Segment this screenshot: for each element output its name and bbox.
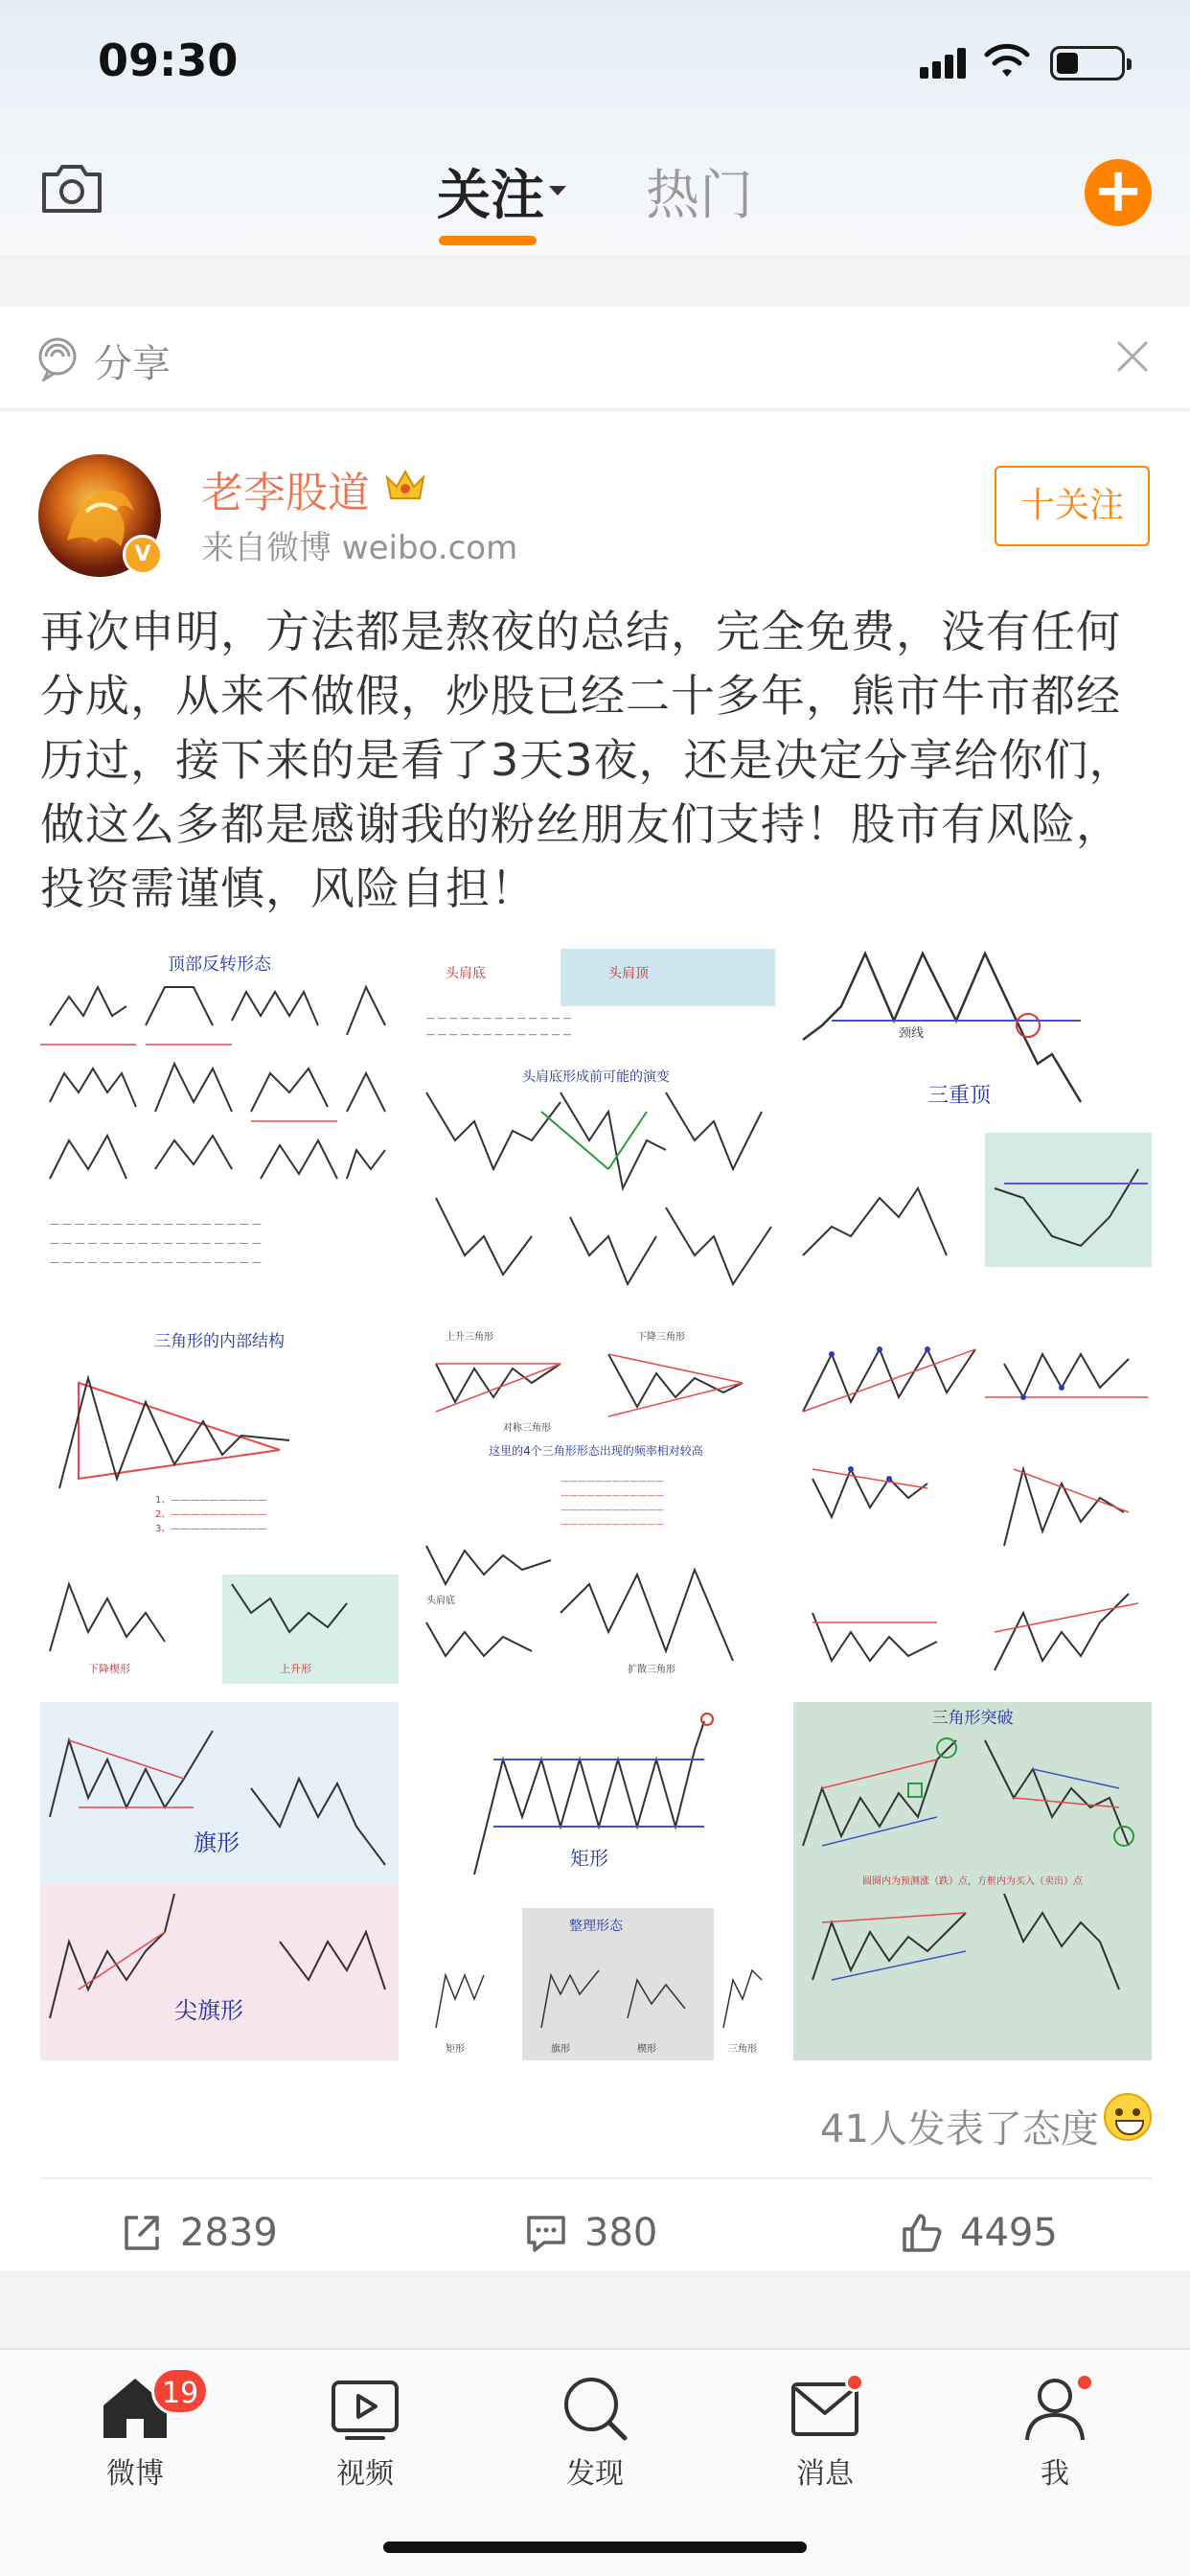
reactions-summary[interactable]: 41人发表了态度	[820, 2107, 1099, 2151]
tab-label: 发现	[566, 2457, 624, 2491]
image-label: 三角形	[728, 2044, 757, 2055]
image-label: 尖旗形	[174, 1997, 243, 2024]
share-bar	[0, 307, 1190, 410]
svg-text:— — — — — — — — — — — — — — —: — — — — — — — — — — — — — — — — —	[50, 1238, 262, 1249]
image-label: 下降三角形	[637, 1332, 685, 1343]
divider	[40, 2177, 1152, 2179]
image-title: 矩形	[570, 1847, 608, 1870]
wifi-icon	[983, 42, 1031, 80]
repost-icon	[119, 2210, 165, 2256]
tab-label: 视频	[336, 2457, 394, 2491]
unread-dot	[845, 2373, 864, 2392]
image-label: 头肩底	[426, 1596, 455, 1606]
svg-text:————————————: ————————————	[561, 1520, 664, 1530]
image-thumbnail[interactable]	[793, 949, 1152, 1307]
verified-badge-icon: V	[123, 535, 163, 575]
image-thumbnail[interactable]	[40, 1702, 399, 2060]
svg-text:————————————: ————————————	[561, 1506, 664, 1515]
battery-icon	[1050, 46, 1125, 80]
image-title: 三角形的内部结构	[154, 1332, 285, 1351]
svg-text:— — — — — — — — — — — — — — —: — — — — — — — — — — — — — — — — —	[50, 1219, 262, 1230]
comment-button[interactable]	[523, 2204, 657, 2262]
image-label: 头肩底	[446, 966, 486, 981]
smile-emoji-icon[interactable]	[1104, 2093, 1152, 2141]
tab-weibo-home[interactable]	[63, 2371, 207, 2492]
comment-count: 380	[584, 2211, 658, 2255]
svg-text:1、——————————: 1、——————————	[155, 1495, 267, 1506]
svg-text:— — — — — — — — — — — — —: — — — — — — — — — — — — —	[426, 1014, 572, 1024]
svg-text:3、——————————: 3、——————————	[155, 1524, 267, 1534]
unread-dot	[1075, 2373, 1094, 2392]
image-thumbnail[interactable]	[417, 1702, 775, 2060]
status-time: 09:30	[98, 34, 239, 86]
compose-plus-button[interactable]: +	[1085, 159, 1152, 226]
comment-icon	[523, 2210, 569, 2256]
post-text: 再次申明，方法都是熬夜的总结，完全免费，没有任何分成，从来不做假，炒股已经二十多年，熊市牛市都经历过，接下来的是看了3天3夜，还是决定分享给你们，做这么多都是感谢我的粉丝朋友们支持！股市有风险，投资需谨慎，风险自担！	[40, 606, 1134, 914]
repost-button[interactable]	[119, 2204, 278, 2262]
image-thumbnail[interactable]	[793, 1325, 1152, 1684]
top-header	[0, 0, 1190, 255]
image-label: 上升形	[280, 1663, 311, 1675]
tab-discover[interactable]	[523, 2371, 667, 2492]
image-label: 整理形态	[569, 1919, 623, 1934]
tab-label: 我	[1041, 2457, 1069, 2491]
image-title: 头肩底形成前可能的演变	[522, 1070, 670, 1085]
image-label: 圆圈内为预测涨（跌）点，方框内为买入（卖出）点	[862, 1876, 1083, 1887]
tab-follow[interactable]: 关注	[437, 165, 544, 227]
image-title: 三角形突破	[931, 1709, 1014, 1728]
post-card	[0, 412, 1190, 2271]
image-title: 三重顶	[927, 1084, 992, 1108]
author-name[interactable]: 老李股道	[201, 469, 370, 518]
image-label: 楔形	[637, 2044, 656, 2055]
video-icon	[328, 2371, 402, 2446]
tab-label: 消息	[796, 2457, 854, 2491]
image-label: 下降楔形	[88, 1663, 130, 1675]
camera-icon[interactable]	[38, 161, 105, 215]
svg-text:————————————: ————————————	[561, 1477, 664, 1486]
tab-hot[interactable]: 热门	[646, 165, 753, 227]
follow-button[interactable]: 十关注	[995, 466, 1150, 546]
image-title: 顶部反转形态	[168, 954, 271, 975]
image-thumbnail[interactable]	[40, 1325, 399, 1684]
close-icon[interactable]	[1113, 337, 1152, 376]
svg-text:2、——————————: 2、——————————	[155, 1509, 267, 1520]
share-icon	[34, 335, 80, 381]
tab-messages[interactable]	[753, 2371, 897, 2492]
tab-video[interactable]	[293, 2371, 437, 2492]
active-tab-indicator	[439, 236, 537, 245]
crown-icon	[383, 466, 427, 504]
image-thumbnail[interactable]	[417, 949, 775, 1307]
svg-text:— — — — — — — — — — — — — — —: — — — — — — — — — — — — — — — — —	[50, 1257, 262, 1268]
image-label: 扩散三角形	[628, 1665, 675, 1675]
image-title: 旗形	[194, 1829, 240, 1856]
home-indicator	[383, 2542, 807, 2553]
image-label: 对称三角形	[503, 1423, 551, 1434]
svg-text:————————————: ————————————	[561, 1491, 664, 1501]
image-thumbnail[interactable]	[417, 1325, 775, 1684]
image-thumbnail[interactable]	[793, 1702, 1152, 2060]
image-label: 矩形	[446, 2044, 465, 2055]
image-label: 上升三角形	[446, 1332, 493, 1343]
tab-me[interactable]	[983, 2371, 1127, 2492]
image-thumbnail[interactable]	[40, 949, 399, 1307]
image-title: 这里的4个三角形形态出现的频率相对较高	[489, 1444, 703, 1458]
like-button[interactable]	[899, 2204, 1058, 2262]
like-count: 4495	[960, 2211, 1058, 2255]
notification-badge: 19	[151, 2367, 209, 2415]
search-icon	[558, 2371, 632, 2446]
chevron-down-icon[interactable]	[549, 186, 566, 196]
thumbs-up-icon	[899, 2210, 945, 2256]
tab-label: 微博	[106, 2457, 164, 2491]
share-label: 分享	[94, 342, 171, 386]
image-label: 颈线	[899, 1026, 925, 1041]
image-label: 旗形	[551, 2044, 570, 2055]
svg-text:— — — — — — — — — — — — —: — — — — — — — — — — — — —	[426, 1030, 572, 1040]
cellular-signal-icon	[920, 46, 968, 79]
post-source: 来自微博 weibo.com	[201, 529, 518, 567]
repost-count: 2839	[180, 2211, 278, 2255]
image-grid	[40, 949, 1152, 2060]
image-label: 头肩顶	[608, 966, 649, 981]
